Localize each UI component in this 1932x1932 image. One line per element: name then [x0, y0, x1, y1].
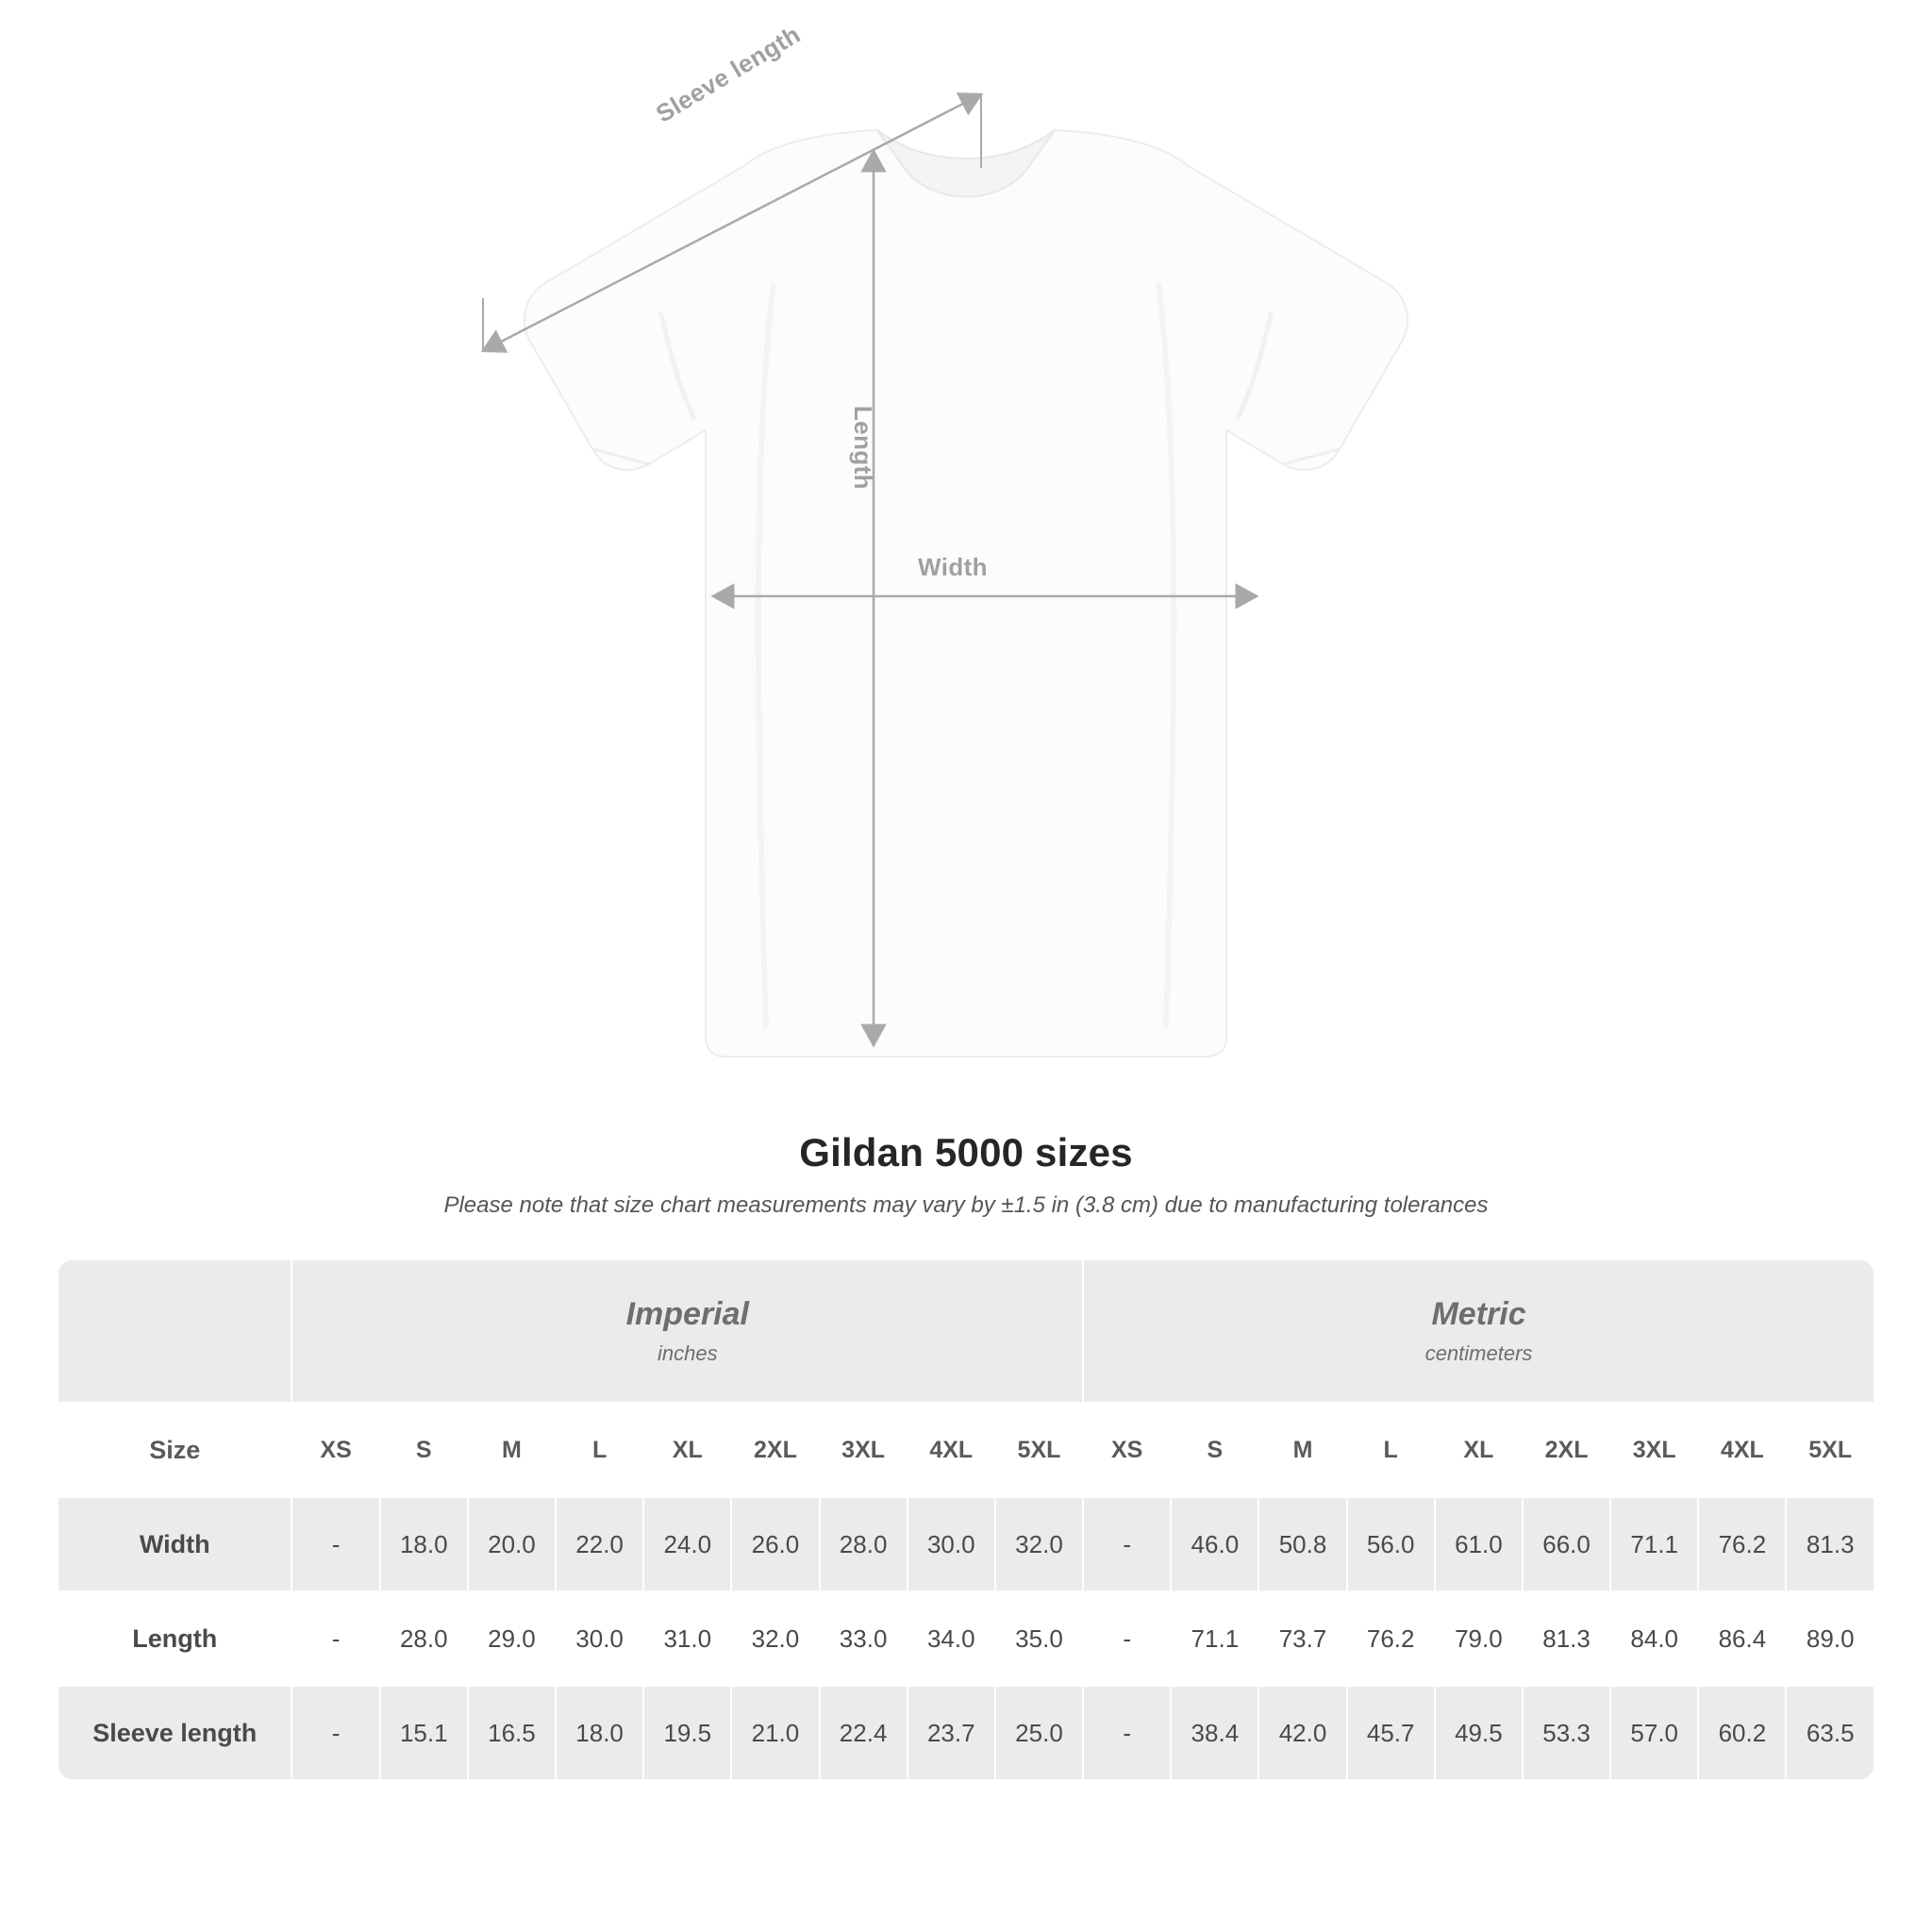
title-block: [0, 1130, 1932, 1219]
size-header-imperial-xs: XS: [291, 1403, 379, 1497]
size-header-metric-xs: XS: [1083, 1403, 1171, 1497]
size-header-metric-5xl: 5XL: [1786, 1403, 1874, 1497]
unit-group-metric: [1083, 1259, 1874, 1403]
size-header-imperial-xl: XL: [643, 1403, 731, 1497]
cell-length-metric-3xl: 84.0: [1610, 1591, 1698, 1686]
cell-sleeve-metric-s: 38.4: [1171, 1686, 1258, 1780]
table-row: [58, 1591, 1874, 1686]
cell-width-imperial-2xl: 26.0: [731, 1497, 819, 1591]
cell-length-imperial-xs: -: [291, 1591, 379, 1686]
cell-sleeve-imperial-s: 15.1: [380, 1686, 468, 1780]
row-label-width: Width: [58, 1497, 291, 1591]
size-header-row: [58, 1403, 1874, 1497]
cell-width-imperial-s: 18.0: [380, 1497, 468, 1591]
size-header-metric-4xl: 4XL: [1698, 1403, 1786, 1497]
size-header-metric-xl: XL: [1435, 1403, 1523, 1497]
cell-sleeve-imperial-l: 18.0: [556, 1686, 643, 1780]
cell-sleeve-metric-4xl: 60.2: [1698, 1686, 1786, 1780]
cell-sleeve-imperial-5xl: 25.0: [995, 1686, 1083, 1780]
table-row: [58, 1686, 1874, 1780]
size-header-imperial-5xl: 5XL: [995, 1403, 1083, 1497]
cell-sleeve-metric-m: 42.0: [1258, 1686, 1346, 1780]
size-header-metric-m: M: [1258, 1403, 1346, 1497]
cell-length-metric-m: 73.7: [1258, 1591, 1346, 1686]
unit-group-metric-unit: centimeters: [1424, 1341, 1533, 1365]
cell-length-imperial-3xl: 33.0: [820, 1591, 908, 1686]
sleeve-length-label: Sleeve length: [651, 19, 806, 128]
size-header-imperial-2xl: 2XL: [731, 1403, 819, 1497]
size-chart-table: [57, 1258, 1875, 1781]
cell-width-metric-xl: 61.0: [1435, 1497, 1523, 1591]
width-label: Width: [918, 553, 988, 581]
cell-width-imperial-xl: 24.0: [643, 1497, 731, 1591]
unit-group-imperial-name: Imperial: [625, 1296, 749, 1333]
cell-width-imperial-xs: -: [291, 1497, 379, 1591]
cell-sleeve-metric-xs: -: [1083, 1686, 1171, 1780]
cell-length-imperial-5xl: 35.0: [995, 1591, 1083, 1686]
cell-width-metric-xs: -: [1083, 1497, 1171, 1591]
table-row: [58, 1497, 1874, 1591]
cell-width-metric-2xl: 66.0: [1523, 1497, 1610, 1591]
size-header-imperial-4xl: 4XL: [908, 1403, 995, 1497]
size-header-imperial-3xl: 3XL: [820, 1403, 908, 1497]
cell-length-imperial-m: 29.0: [468, 1591, 556, 1686]
tshirt-shape: [525, 130, 1407, 1057]
unit-group-imperial-unit: inches: [657, 1341, 718, 1365]
cell-sleeve-metric-l: 45.7: [1347, 1686, 1435, 1780]
page-title: Gildan 5000 sizes: [799, 1130, 1133, 1174]
size-header-imperial-m: M: [468, 1403, 556, 1497]
cell-length-metric-s: 71.1: [1171, 1591, 1258, 1686]
cell-length-metric-xl: 79.0: [1435, 1591, 1523, 1686]
size-header-metric-2xl: 2XL: [1523, 1403, 1610, 1497]
cell-length-imperial-l: 30.0: [556, 1591, 643, 1686]
unit-group-row: [58, 1259, 1874, 1403]
cell-length-metric-l: 76.2: [1347, 1591, 1435, 1686]
cell-width-metric-5xl: 81.3: [1786, 1497, 1874, 1591]
size-table-wrap: [57, 1258, 1875, 1781]
cell-width-metric-s: 46.0: [1171, 1497, 1258, 1591]
cell-width-metric-4xl: 76.2: [1698, 1497, 1786, 1591]
cell-width-imperial-l: 22.0: [556, 1497, 643, 1591]
cell-length-metric-5xl: 89.0: [1786, 1591, 1874, 1686]
size-header-label: Size: [58, 1403, 291, 1497]
cell-sleeve-metric-3xl: 57.0: [1610, 1686, 1698, 1780]
size-header-imperial-l: L: [556, 1403, 643, 1497]
cell-length-metric-xs: -: [1083, 1591, 1171, 1686]
cell-width-metric-m: 50.8: [1258, 1497, 1346, 1591]
unit-head-spacer: [58, 1259, 291, 1403]
cell-width-imperial-m: 20.0: [468, 1497, 556, 1591]
row-label-length: Length: [58, 1591, 291, 1686]
cell-sleeve-metric-2xl: 53.3: [1523, 1686, 1610, 1780]
cell-width-imperial-4xl: 30.0: [908, 1497, 995, 1591]
cell-sleeve-imperial-3xl: 22.4: [820, 1686, 908, 1780]
cell-width-imperial-5xl: 32.0: [995, 1497, 1083, 1591]
cell-length-metric-2xl: 81.3: [1523, 1591, 1610, 1686]
size-header-metric-3xl: 3XL: [1610, 1403, 1698, 1497]
cell-sleeve-imperial-4xl: 23.7: [908, 1686, 995, 1780]
cell-sleeve-imperial-m: 16.5: [468, 1686, 556, 1780]
unit-group-metric-name: Metric: [1431, 1296, 1526, 1333]
size-header-metric-s: S: [1171, 1403, 1258, 1497]
cell-length-imperial-xl: 31.0: [643, 1591, 731, 1686]
cell-length-imperial-4xl: 34.0: [908, 1591, 995, 1686]
length-label: Length: [849, 406, 877, 491]
cell-length-imperial-s: 28.0: [380, 1591, 468, 1686]
cell-length-metric-4xl: 86.4: [1698, 1591, 1786, 1686]
size-header-imperial-s: S: [380, 1403, 468, 1497]
size-header-metric-l: L: [1347, 1403, 1435, 1497]
cell-width-metric-l: 56.0: [1347, 1497, 1435, 1591]
cell-sleeve-metric-xl: 49.5: [1435, 1686, 1523, 1780]
row-label-sleeve-length: Sleeve length: [58, 1686, 291, 1780]
cell-sleeve-imperial-2xl: 21.0: [731, 1686, 819, 1780]
cell-width-metric-3xl: 71.1: [1610, 1497, 1698, 1591]
cell-sleeve-imperial-xs: -: [291, 1686, 379, 1780]
page-subtitle: Please note that size chart measurements may vary by ±1.5 in (3.8 cm) due to manufacturing tolerances: [443, 1192, 1489, 1218]
cell-width-imperial-3xl: 28.0: [820, 1497, 908, 1591]
cell-sleeve-metric-5xl: 63.5: [1786, 1686, 1874, 1780]
cell-sleeve-imperial-xl: 19.5: [643, 1686, 731, 1780]
cell-length-imperial-2xl: 32.0: [731, 1591, 819, 1686]
unit-group-imperial: [291, 1259, 1083, 1403]
